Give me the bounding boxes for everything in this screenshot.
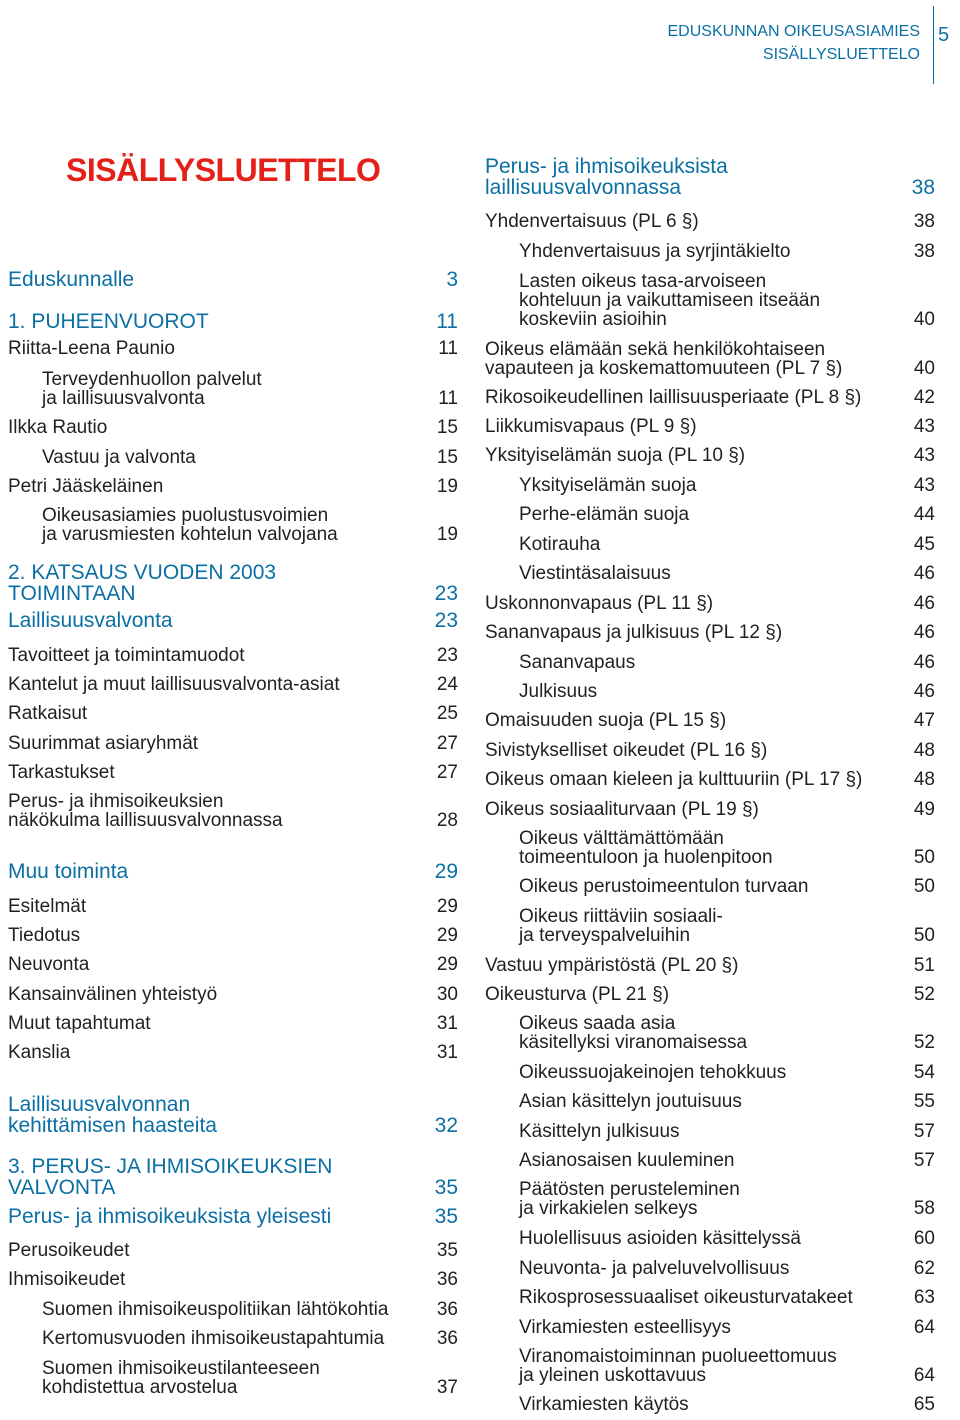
- toc-entry-title-line: Julkisuus: [519, 681, 598, 702]
- toc-entry: [485, 446, 935, 465]
- toc-entry-title-line: 3. PERUS- JA IHMISOIKEUKSIEN VALVONTA: [8, 1155, 333, 1199]
- toc-entry-title: [485, 741, 935, 760]
- toc-entry-title-line: 1. PUHEENVUOROT: [8, 310, 209, 333]
- toc-entry: [485, 800, 935, 819]
- toc-entry-page: 40: [913, 358, 935, 379]
- toc-entry-title-line: Kertomusvuoden ihmisoikeustapahtumia: [42, 1328, 385, 1349]
- toc-entry: [485, 1229, 935, 1248]
- toc-entry-title-line: Vastuu ympäristöstä (PL 20 §): [485, 955, 739, 976]
- toc-entry-title: [8, 418, 458, 437]
- toc-entry-title-line: Käsittelyn julkisuus: [519, 1121, 680, 1142]
- toc-entry-title: [8, 955, 458, 974]
- toc-entry-page: 60: [913, 1228, 935, 1249]
- toc-entry-title-line: Oikeus välttämättömään: [519, 828, 724, 849]
- toc-entry-title: [485, 770, 935, 789]
- toc-entry-title: [485, 829, 935, 867]
- toc-entry-page: 45: [913, 534, 935, 555]
- toc-entry-title-line: Uskonnonvapaus (PL 11 §): [485, 593, 714, 614]
- toc-entry: [485, 388, 935, 407]
- toc-entry-title-line: Perusoikeudet: [8, 1240, 130, 1261]
- toc-entry: [8, 1329, 458, 1348]
- toc-entry-page: 46: [913, 563, 935, 584]
- toc-entry-title-line: Perhe-elämän suoja: [519, 504, 690, 525]
- toc-entry-title: [485, 1318, 935, 1337]
- toc-entry: [485, 907, 935, 945]
- toc-entry: [485, 770, 935, 789]
- toc-entry-page: 37: [436, 1377, 458, 1398]
- page-title: SISÄLLYSLUETTELO: [66, 152, 381, 188]
- toc-entry-title: [485, 623, 935, 642]
- toc-entry-title: [8, 1014, 458, 1033]
- toc-entry-title-line: Petri Jääskeläinen: [8, 476, 164, 497]
- toc-entry-page: 40: [913, 309, 935, 330]
- toc-entry: [485, 535, 935, 554]
- toc-entry-title-line: 2. KATSAUS VUODEN 2003 TOIMINTAAN: [8, 561, 277, 605]
- toc-entry-page: 36: [436, 1328, 458, 1349]
- toc-entry-page: 46: [913, 652, 935, 673]
- toc-entry: [485, 653, 935, 672]
- toc-entry: [8, 1206, 458, 1227]
- toc-entry-title-line: Riitta-Leena Paunio: [8, 338, 175, 359]
- toc-entry: [485, 1151, 935, 1170]
- toc-entry-page: 19: [436, 476, 458, 497]
- toc-entry-title-line: Perus- ja ihmisoikeuksista: [485, 155, 728, 178]
- toc-entry: [485, 1347, 935, 1385]
- toc-entry-page: 27: [436, 733, 458, 754]
- toc-entry-title-line: ja laillisuusvalvonta: [42, 388, 205, 409]
- toc-entry-page: 27: [436, 762, 458, 783]
- toc-entry-title-line: toimeentuloon ja huolenpitoon: [519, 847, 773, 868]
- toc-entry-title: [8, 1206, 458, 1227]
- toc-entry-title-line: Sananvapaus ja julkisuus (PL 12 §): [485, 622, 783, 643]
- toc-entry: [8, 1270, 458, 1289]
- toc-entry-title-line: Laillisuusvalvonta: [8, 609, 173, 632]
- page-header: [0, 0, 960, 90]
- toc-entry-title-line: Virkamiesten esteellisyys: [519, 1317, 731, 1338]
- toc-entry: [485, 1288, 935, 1307]
- toc-entry-title-line: laillisuusvalvonnassa: [485, 176, 682, 199]
- toc-entry-title: [485, 212, 935, 231]
- toc-entry-title-line: Perus- ja ihmisoikeuksista yleisesti: [8, 1205, 332, 1228]
- toc-entry: [8, 562, 458, 604]
- toc-entry-title: [485, 388, 935, 407]
- toc-entry-title: [8, 1300, 458, 1319]
- toc-entry-title: [485, 1229, 935, 1248]
- toc-entry-page: 46: [913, 593, 935, 614]
- toc-entry: [485, 1014, 935, 1052]
- toc-entry: [8, 1094, 458, 1136]
- toc-entry: [8, 704, 458, 723]
- toc-entry-title: [8, 311, 458, 332]
- toc-entry-page: 36: [436, 1269, 458, 1290]
- toc-entry-title: [485, 907, 935, 945]
- toc-entry-title-line: Eduskunnalle: [8, 268, 135, 291]
- toc-entry-title-line: Sananvapaus: [519, 652, 636, 673]
- toc-entry-title: [8, 926, 458, 945]
- toc-entry-title-line: Oikeus elämään sekä henkilökohtaiseen: [485, 339, 826, 360]
- toc-entry-title: [485, 564, 935, 583]
- toc-entry: [8, 1014, 458, 1033]
- toc-entry-page: 36: [436, 1299, 458, 1320]
- toc-entry-page: 44: [913, 504, 935, 525]
- toc-entry-title: [485, 682, 935, 701]
- toc-entry: [8, 985, 458, 1004]
- toc-entry-title-line: Oikeus riittäviin sosiaali-: [519, 906, 723, 927]
- toc-entry-title: [485, 1151, 935, 1170]
- toc-entry-page: 19: [436, 524, 458, 545]
- toc-entry-title: [8, 1094, 458, 1136]
- toc-entry-title: [485, 476, 935, 495]
- toc-entry-title-line: Kotirauha: [519, 534, 601, 555]
- toc-entry-title: [485, 1347, 935, 1385]
- toc-entry-title-line: Lasten oikeus tasa-arvoiseen: [519, 271, 767, 292]
- toc-entry-page: 28: [436, 810, 458, 831]
- toc-entry-page: 35: [434, 1205, 458, 1228]
- toc-entry-title-line: Muut tapahtumat: [8, 1013, 151, 1034]
- toc-entry-title-line: Ilkka Rautio: [8, 417, 108, 438]
- toc-entry-page: 58: [913, 1198, 935, 1219]
- header-line-1: EDUSKUNNAN OIKEUSASIAMIES: [667, 23, 920, 40]
- toc-entry-page: 11: [438, 388, 458, 409]
- toc-entry: [8, 675, 458, 694]
- toc-entry-title-line: Ratkaisut: [8, 703, 88, 724]
- toc-entry: [8, 311, 458, 332]
- toc-entry-page: 46: [913, 681, 935, 702]
- toc-entry: [8, 610, 458, 631]
- toc-entry: [485, 417, 935, 436]
- toc-entry: [8, 861, 458, 882]
- toc-entry-page: 11: [438, 338, 458, 359]
- toc-entry-page: 31: [436, 1042, 458, 1063]
- toc-entry: [485, 212, 935, 231]
- toc-entry-title: [485, 1259, 935, 1278]
- toc-entry-page: 38: [911, 176, 935, 199]
- toc-entry-page: 23: [436, 645, 458, 666]
- toc-entry: [8, 734, 458, 753]
- toc-entry-title-line: Terveydenhuollon palvelut: [42, 369, 262, 390]
- toc-entry: [485, 242, 935, 261]
- toc-entry-page: 24: [436, 674, 458, 695]
- toc-entry-page: 38: [913, 241, 935, 262]
- header-line-2: SISÄLLYSLUETTELO: [762, 46, 920, 63]
- toc-entry-page: 42: [913, 387, 935, 408]
- toc-entry-title-line: Tavoitteet ja toimintamuodot: [8, 645, 245, 666]
- toc-entry-page: 31: [436, 1013, 458, 1034]
- toc-entry-title-line: Liikkumisvapaus (PL 9 §): [485, 416, 697, 437]
- toc-entry-title: [8, 370, 458, 408]
- toc-entry-title: [485, 156, 935, 198]
- toc-entry: [485, 711, 935, 730]
- toc-entry-title-line: Sivistykselliset oikeudet (PL 16 §): [485, 740, 768, 761]
- toc-entry: [485, 476, 935, 495]
- toc-entry-title-line: kohdistettua arvostelua: [42, 1377, 238, 1398]
- toc-entry-page: 49: [913, 799, 935, 820]
- toc-entry-title-line: Suomen ihmisoikeustilanteeseen: [42, 1358, 320, 1379]
- toc-entry-page: 47: [913, 710, 935, 731]
- toc-entry-title: [485, 800, 935, 819]
- toc-entry: [485, 956, 935, 975]
- toc-entry-title-line: Laillisuusvalvonnan: [8, 1093, 191, 1116]
- toc-entry-title-line: näkökulma laillisuusvalvonnassa: [8, 810, 283, 831]
- toc-entry-title-line: Tarkastukset: [8, 762, 115, 783]
- toc-entry-page: 43: [913, 416, 935, 437]
- toc-entry: [485, 877, 935, 896]
- toc-entry-title-line: Oikeussuojakeinojen tehokkuus: [519, 1062, 787, 1083]
- toc-entry-title: [485, 1288, 935, 1307]
- toc-entry-page: 23: [434, 582, 458, 605]
- toc-entry-title-line: ja varusmiesten kohtelun valvojana: [42, 524, 338, 545]
- page-number: 5: [938, 24, 950, 46]
- toc-entry-page: 54: [913, 1062, 935, 1083]
- toc-entry: [485, 340, 935, 378]
- toc-entry-title: [8, 985, 458, 1004]
- toc-entry-title: [485, 340, 935, 378]
- toc-entry-title-line: Rikosprosessuaaliset oikeusturvatakeet: [519, 1287, 853, 1308]
- toc-entry-title: [8, 897, 458, 916]
- toc-entry-title-line: Rikosoikeudellinen laillisuusperiaate (PL 8 §): [485, 387, 862, 408]
- toc-entry: [8, 1043, 458, 1062]
- running-header: [668, 20, 921, 66]
- toc-entry-title: [485, 272, 935, 329]
- toc-entry: [8, 418, 458, 437]
- toc-entry: [8, 448, 458, 467]
- toc-entry: [8, 955, 458, 974]
- header-divider: [933, 6, 934, 84]
- toc-entry-title-line: Oikeusturva (PL 21 §): [485, 984, 670, 1005]
- toc-entry-title-line: Päätösten perusteleminen: [519, 1179, 740, 1200]
- toc-entry-page: 64: [913, 1365, 935, 1386]
- toc-entry: [8, 792, 458, 830]
- toc-entry-title: [8, 448, 458, 467]
- toc-entry: [485, 594, 935, 613]
- toc-entry: [8, 926, 458, 945]
- toc-entry-page: 55: [913, 1091, 935, 1112]
- toc-entry-title-line: koskeviin asioihin: [519, 309, 667, 330]
- toc-entry: [485, 829, 935, 867]
- toc-entry-title-line: ja terveyspalveluihin: [519, 925, 691, 946]
- toc-entry: [485, 564, 935, 583]
- toc-entry-title: [8, 1270, 458, 1289]
- toc-entry-page: 15: [436, 417, 458, 438]
- toc-entry-title-line: Kantelut ja muut laillisuusvalvonta-asiat: [8, 674, 340, 695]
- toc-entry-title: [485, 594, 935, 613]
- toc-entry-title-line: Viranomaistoiminnan puolueettomuus: [519, 1346, 837, 1367]
- toc-entry-title-line: kehittämisen haasteita: [8, 1114, 217, 1137]
- toc-entry-title: [485, 1063, 935, 1082]
- toc-entry-title: [485, 956, 935, 975]
- toc-entry-title-line: Yksityiselämän suoja (PL 10 §): [485, 445, 746, 466]
- toc-entry-title-line: kohteluun ja vaikuttamiseen itseään: [519, 290, 821, 311]
- toc-entry-title-line: Tiedotus: [8, 925, 81, 946]
- toc-entry: [8, 1359, 458, 1397]
- toc-entry-title-line: Ihmisoikeudet: [8, 1269, 126, 1290]
- toc-entry-page: 25: [436, 703, 458, 724]
- toc-entry-title: [8, 704, 458, 723]
- toc-entry-title-line: Kanslia: [8, 1042, 71, 1063]
- toc-entry-page: 57: [913, 1150, 935, 1171]
- toc-entry-title: [485, 1122, 935, 1141]
- toc-entry: [485, 156, 935, 198]
- toc-entry-title-line: käsitellyksi viranomaisessa: [519, 1032, 748, 1053]
- toc-entry: [485, 682, 935, 701]
- toc-entry: [8, 1156, 458, 1198]
- toc-entry-title-line: Oikeus saada asia: [519, 1013, 676, 1034]
- toc-entry-title-line: Viestintäsalaisuus: [519, 563, 671, 584]
- toc-entry-title-line: Muu toiminta: [8, 860, 129, 883]
- toc-entry-title: [8, 610, 458, 631]
- toc-entry-title: [8, 1241, 458, 1260]
- toc-entry-title: [485, 711, 935, 730]
- toc-entry-page: 38: [913, 211, 935, 232]
- toc-entry: [485, 1318, 935, 1337]
- toc-entry: [8, 339, 458, 358]
- toc-entry-title-line: Neuvonta: [8, 954, 90, 975]
- toc-entry-title: [8, 646, 458, 665]
- toc-entry-title: [8, 675, 458, 694]
- toc-entry-title: [485, 505, 935, 524]
- toc-entry-title-line: Asianosaisen kuuleminen: [519, 1150, 735, 1171]
- toc-entry-title-line: Yksityiselämän suoja: [519, 475, 697, 496]
- toc-entry-title: [8, 734, 458, 753]
- toc-entry-title: [485, 417, 935, 436]
- toc-entry-page: 48: [913, 740, 935, 761]
- toc-entry-page: 43: [913, 445, 935, 466]
- toc-entry-page: 48: [913, 769, 935, 790]
- toc-entry-title: [485, 877, 935, 896]
- toc-entry-title: [485, 1014, 935, 1052]
- toc-entry-title: [485, 1092, 935, 1111]
- toc-entry-title-line: ja yleinen uskottavuus: [519, 1365, 706, 1386]
- toc-entry: [8, 370, 458, 408]
- toc-entry-page: 29: [434, 860, 458, 883]
- toc-entry: [8, 506, 458, 544]
- toc-entry: [485, 1092, 935, 1111]
- toc-entry: [8, 763, 458, 782]
- toc-entry-page: 23: [434, 609, 458, 632]
- toc-entry-page: 30: [436, 984, 458, 1005]
- toc-entry-page: 50: [913, 925, 935, 946]
- toc-entry-title-line: Neuvonta- ja palveluvelvollisuus: [519, 1258, 790, 1279]
- toc-entry-title: [8, 339, 458, 358]
- toc-entry-page: 3: [446, 268, 458, 291]
- toc-entry-title-line: Yhdenvertaisuus ja syrjintäkielto: [519, 241, 791, 262]
- toc-entry-page: 46: [913, 622, 935, 643]
- toc-entry-page: 50: [913, 876, 935, 897]
- toc-entry-title-line: Oikeus sosiaaliturvaan (PL 19 §): [485, 799, 759, 820]
- toc-entry-title: [8, 763, 458, 782]
- toc-entry-page: 50: [913, 847, 935, 868]
- toc-entry-page: 65: [913, 1394, 935, 1415]
- toc-entry-title-line: Omaisuuden suoja (PL 15 §): [485, 710, 727, 731]
- toc-entry-page: 35: [436, 1240, 458, 1261]
- toc-entry: [485, 623, 935, 642]
- toc-entry-title-line: Virkamiesten käytös: [519, 1394, 689, 1415]
- toc-entry-page: 52: [913, 1032, 935, 1053]
- toc-entry-title: [8, 1359, 458, 1397]
- toc-entry: [485, 1122, 935, 1141]
- toc-entry: [8, 1241, 458, 1260]
- toc-entry-page: 35: [434, 1176, 458, 1199]
- toc-entry-title-line: Oikeusasiamies puolustusvoimien: [42, 505, 329, 526]
- toc-entry-title-line: Huolellisuus asioiden käsittelyssä: [519, 1228, 801, 1249]
- toc-entry-title: [485, 653, 935, 672]
- toc-entry: [485, 272, 935, 329]
- toc-entry: [485, 741, 935, 760]
- toc-entry-page: 29: [436, 954, 458, 975]
- toc-entry: [485, 1180, 935, 1218]
- toc-entry-title: [485, 1180, 935, 1218]
- toc-entry-title-line: Suurimmat asiaryhmät: [8, 733, 199, 754]
- toc-entry: [485, 985, 935, 1004]
- toc-entry-title: [8, 477, 458, 496]
- toc-entry: [8, 477, 458, 496]
- toc-entry-page: 63: [913, 1287, 935, 1308]
- toc-entry-title-line: Yhdenvertaisuus (PL 6 §): [485, 211, 699, 232]
- toc-entry-title-line: Asian käsittelyn joutuisuus: [519, 1091, 742, 1112]
- toc-entry-title-line: Esitelmät: [8, 896, 87, 917]
- toc-entry-title: [485, 446, 935, 465]
- toc-entry: [8, 646, 458, 665]
- toc-entry-page: 32: [434, 1114, 458, 1137]
- toc-entry-title-line: Vastuu ja valvonta: [42, 447, 196, 468]
- toc-entry-title: [8, 1043, 458, 1062]
- toc-entry-title: [485, 242, 935, 261]
- toc-entry-title: [8, 1329, 458, 1348]
- toc-entry: [8, 1300, 458, 1319]
- toc-entry-page: 62: [913, 1258, 935, 1279]
- toc-entry-title: [8, 861, 458, 882]
- toc-entry-page: 29: [436, 925, 458, 946]
- toc-entry: [8, 897, 458, 916]
- toc-entry-page: 57: [913, 1121, 935, 1142]
- toc-entry: [485, 1259, 935, 1278]
- toc-entry: [485, 1395, 935, 1414]
- toc-entry-page: 51: [913, 955, 935, 976]
- toc-entry-title-line: vapauteen ja koskemattomuuteen (PL 7 §): [485, 358, 843, 379]
- toc-entry-page: 29: [436, 896, 458, 917]
- toc-entry: [485, 1063, 935, 1082]
- toc-entry-page: 15: [436, 447, 458, 468]
- toc-entry-title: [485, 985, 935, 1004]
- toc-entry-title: [8, 506, 458, 544]
- toc-entry-title: [8, 792, 458, 830]
- toc-entry-title-line: Kansainvälinen yhteistyö: [8, 984, 218, 1005]
- toc-entry-page: 43: [913, 475, 935, 496]
- toc-entry-title: [8, 1156, 458, 1198]
- toc-entry-title-line: Suomen ihmisoikeuspolitiikan lähtökohtia: [42, 1299, 389, 1320]
- toc-entry-title-line: ja virkakielen selkeys: [519, 1198, 698, 1219]
- toc-entry-page: 52: [913, 984, 935, 1005]
- toc-entry-title-line: Oikeus omaan kieleen ja kulttuuriin (PL 17 §): [485, 769, 863, 790]
- toc-entry-title: [485, 1395, 935, 1414]
- toc-entry-title-line: Perus- ja ihmisoikeuksien: [8, 791, 224, 812]
- toc-entry: [8, 269, 458, 290]
- toc-entry-page: 64: [913, 1317, 935, 1338]
- toc-entry-page: 11: [436, 310, 458, 333]
- toc-entry-title: [485, 535, 935, 554]
- toc-entry-title-line: Oikeus perustoimeentulon turvaan: [519, 876, 809, 897]
- toc-entry-title: [8, 269, 458, 290]
- toc-entry-title: [8, 562, 458, 604]
- toc-entry: [485, 505, 935, 524]
